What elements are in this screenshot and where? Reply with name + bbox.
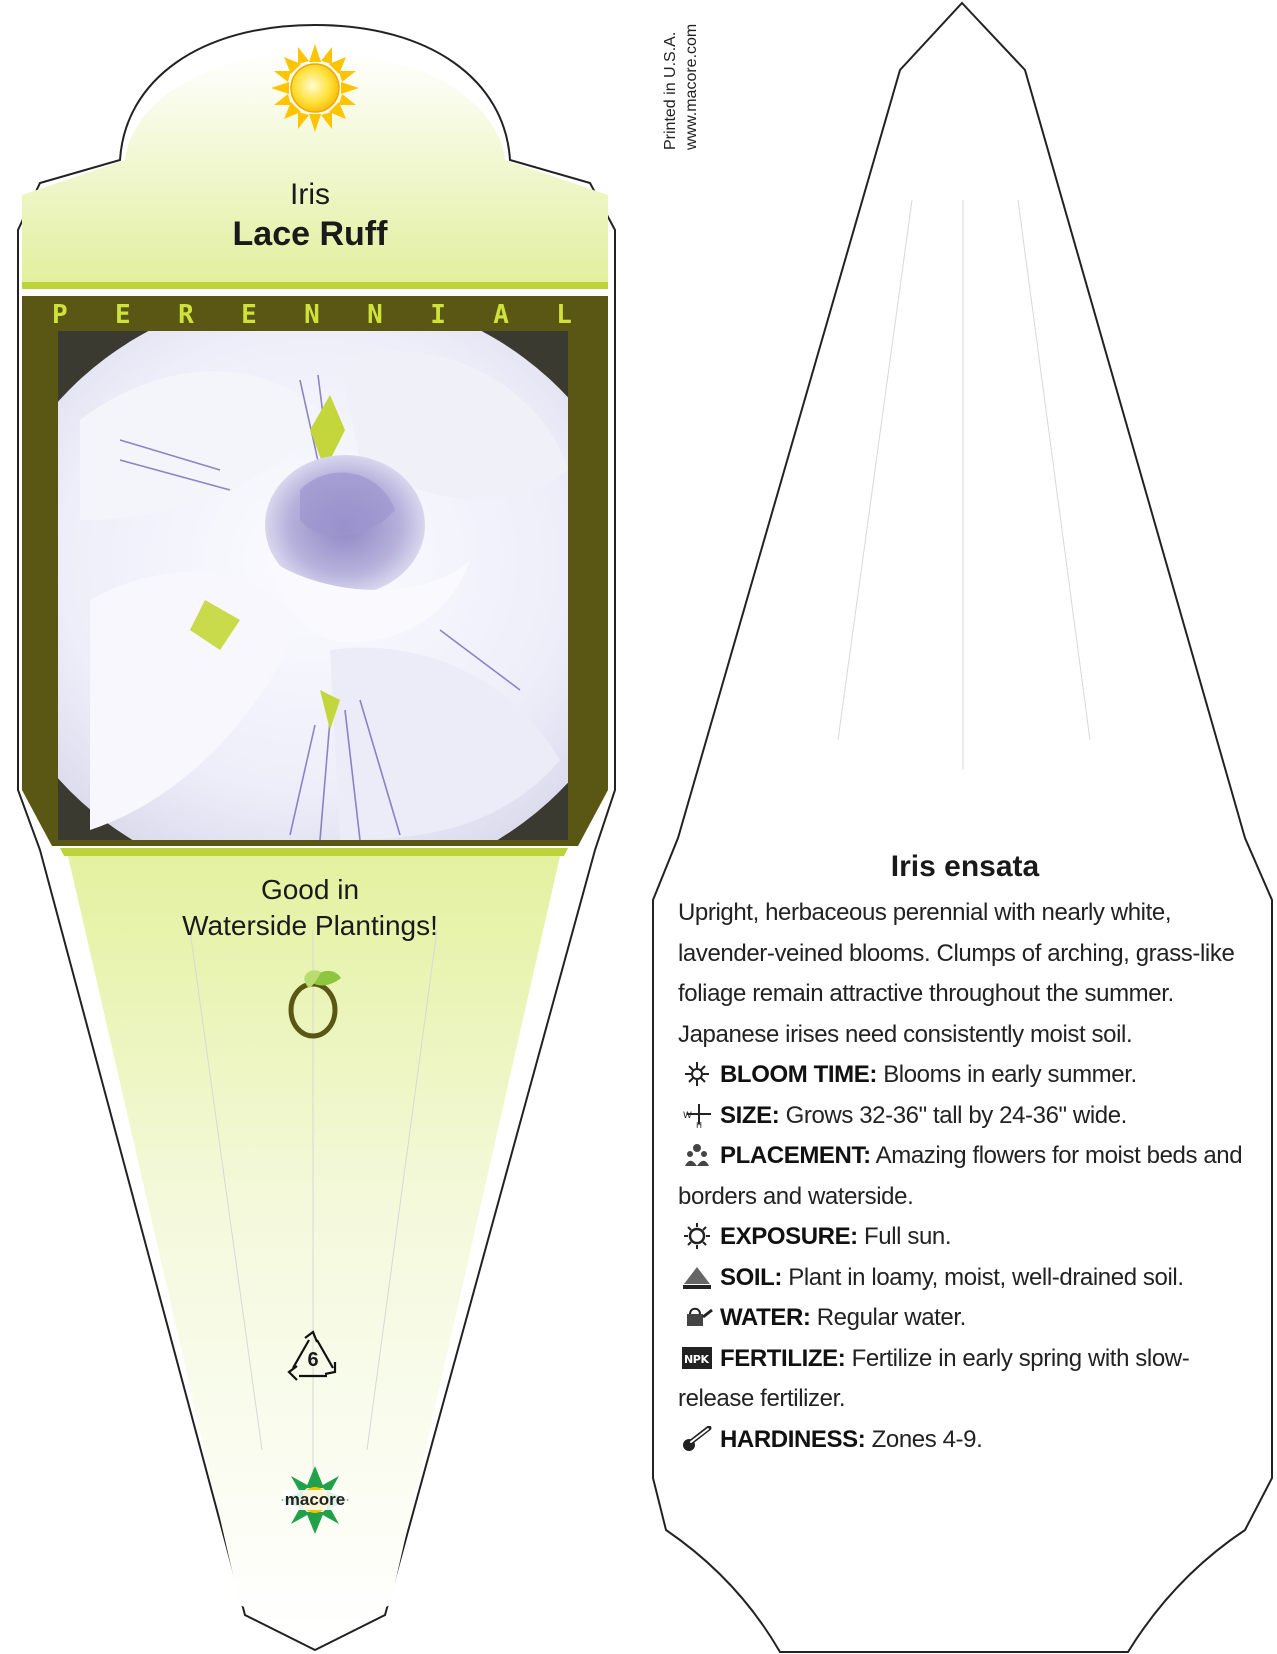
tagline xyxy=(110,872,510,944)
front-lower-rule xyxy=(60,848,568,856)
care-text: Plant in loamy, moist, well-drained soil. xyxy=(782,1263,1184,1291)
npk-icon xyxy=(678,1345,716,1371)
watering-can-icon xyxy=(678,1304,716,1330)
plant-type-letter: E xyxy=(241,300,257,330)
plant-description-block xyxy=(678,893,1248,1460)
plant-type-letter: P xyxy=(52,300,68,330)
care-label: SOIL: xyxy=(720,1263,782,1291)
care-item xyxy=(678,1339,1248,1420)
care-item xyxy=(678,1096,1248,1137)
care-text: Regular water. xyxy=(810,1304,966,1331)
care-text: Fertilize in early spring with slow-release fertilizer. xyxy=(678,1344,1190,1412)
flower-icon xyxy=(678,1061,716,1087)
care-label: HARDINESS: xyxy=(720,1425,866,1453)
front-tag xyxy=(0,25,645,1650)
front-header-rule xyxy=(22,282,608,289)
care-label: EXPOSURE: xyxy=(720,1223,858,1250)
plant-type-letter: L xyxy=(556,300,572,330)
plant-type-letter: R xyxy=(178,300,194,330)
soil-icon xyxy=(678,1264,716,1290)
plant-description: Upright, herbaceous perennial with nearly white, lavender-veined blooms. Clumps of arching, grass-like foliage remain attractive throughout the summer. Japanese irises need consistently moist soil. xyxy=(678,899,1235,1048)
care-text: Grows 32-36" tall by 24-36" wide. xyxy=(779,1101,1127,1129)
tagline-line: Waterside Plantings! xyxy=(182,910,438,941)
care-list xyxy=(678,1055,1248,1460)
care-item xyxy=(678,1136,1248,1217)
plant-type-letter: A xyxy=(493,300,509,330)
plant-type-letter: E xyxy=(115,300,131,330)
size-arrows-icon xyxy=(678,1102,716,1128)
plants-icon xyxy=(678,1142,716,1168)
care-text: Zones 4-9. xyxy=(865,1425,983,1453)
thermometer-icon xyxy=(678,1426,716,1452)
sun-icon xyxy=(271,44,359,132)
cultivar-name: Lace Ruff xyxy=(232,215,388,253)
iris-photo xyxy=(0,290,645,890)
printed-line: Printed in U.S.A. xyxy=(662,31,679,150)
plant-type-label xyxy=(52,300,572,330)
svg-text:W: W xyxy=(683,1110,692,1121)
care-item xyxy=(678,1055,1248,1096)
care-text: Blooms in early summer. xyxy=(876,1061,1137,1088)
care-label: FERTILIZE: xyxy=(720,1344,846,1372)
brand-name: macore xyxy=(284,1490,346,1509)
care-item xyxy=(678,1298,1248,1339)
sun-outline-icon xyxy=(678,1223,716,1249)
tagline-line: Good in xyxy=(260,874,360,905)
genus-name: Iris xyxy=(290,178,330,211)
care-label: BLOOM TIME: xyxy=(720,1061,877,1088)
care-text: Amazing flowers for moist beds and borders and waterside. xyxy=(678,1142,1243,1210)
care-item xyxy=(678,1420,1248,1461)
printed-line: www.macore.com xyxy=(683,23,700,150)
care-label: WATER: xyxy=(720,1304,811,1331)
printed-info xyxy=(660,0,702,150)
plant-type-letter: N xyxy=(304,300,320,330)
recycle-number: 6 xyxy=(307,1349,319,1371)
svg-text:H: H xyxy=(696,1120,702,1128)
care-label: SIZE: xyxy=(720,1101,780,1129)
care-text: Full sun. xyxy=(857,1223,952,1250)
care-item xyxy=(678,1217,1248,1258)
care-item xyxy=(678,1258,1248,1299)
plant-type-letter: N xyxy=(367,300,383,330)
botanical-name: Iris ensata xyxy=(890,850,1040,883)
svg-text:NPK: NPK xyxy=(684,1352,709,1366)
plant-type-letter: I xyxy=(430,300,446,330)
care-label: PLACEMENT: xyxy=(720,1142,871,1169)
